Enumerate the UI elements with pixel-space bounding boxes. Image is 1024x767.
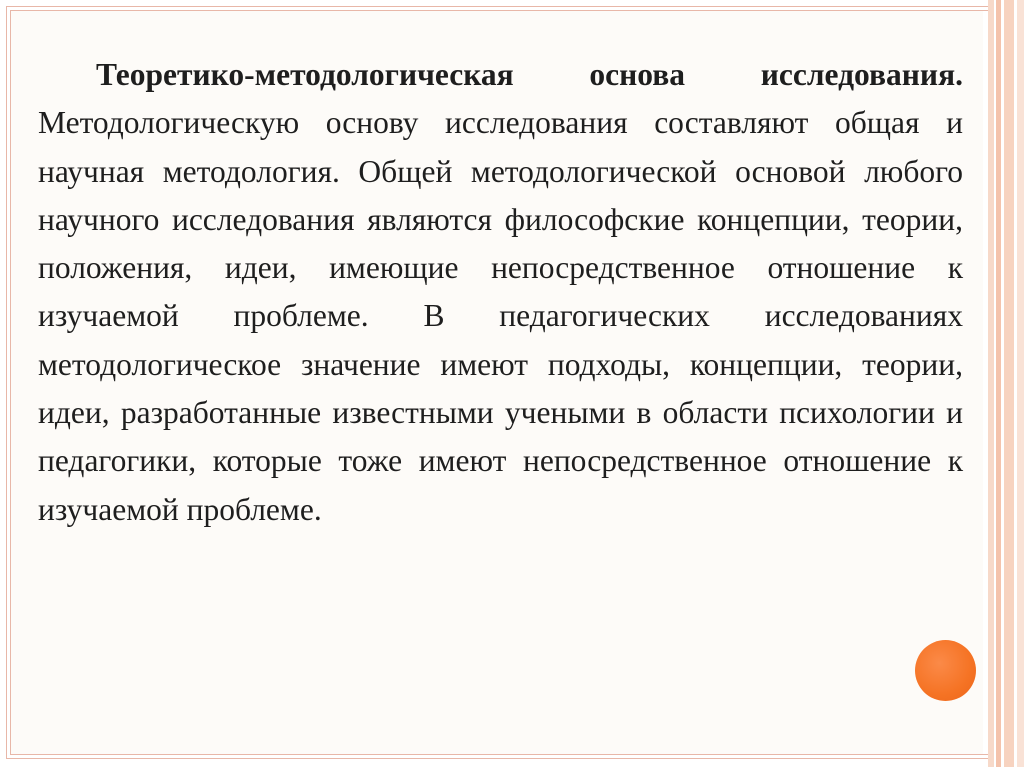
- orange-circle-icon: [915, 640, 976, 701]
- slide-heading: Теоретико-методологическая основа исследования.: [96, 57, 963, 92]
- slide-text: [38, 51, 963, 534]
- slide-body: Методологическую основу исследования составляют общая и научная методология. Общей методологической основой любого научного исследования являются философские концепции, теории, положения, идеи, имеющие непосредственное отношение к изучаемой проблеме. В педагогических исследованиях методологическое значение имеют подходы, концепции, теории, идеи, разработанные известными учеными в области психологии и педагогики, которые тоже имеют непосредственное отношение к изучаемой проблеме.: [38, 105, 963, 527]
- decorative-stripes: [988, 0, 1024, 767]
